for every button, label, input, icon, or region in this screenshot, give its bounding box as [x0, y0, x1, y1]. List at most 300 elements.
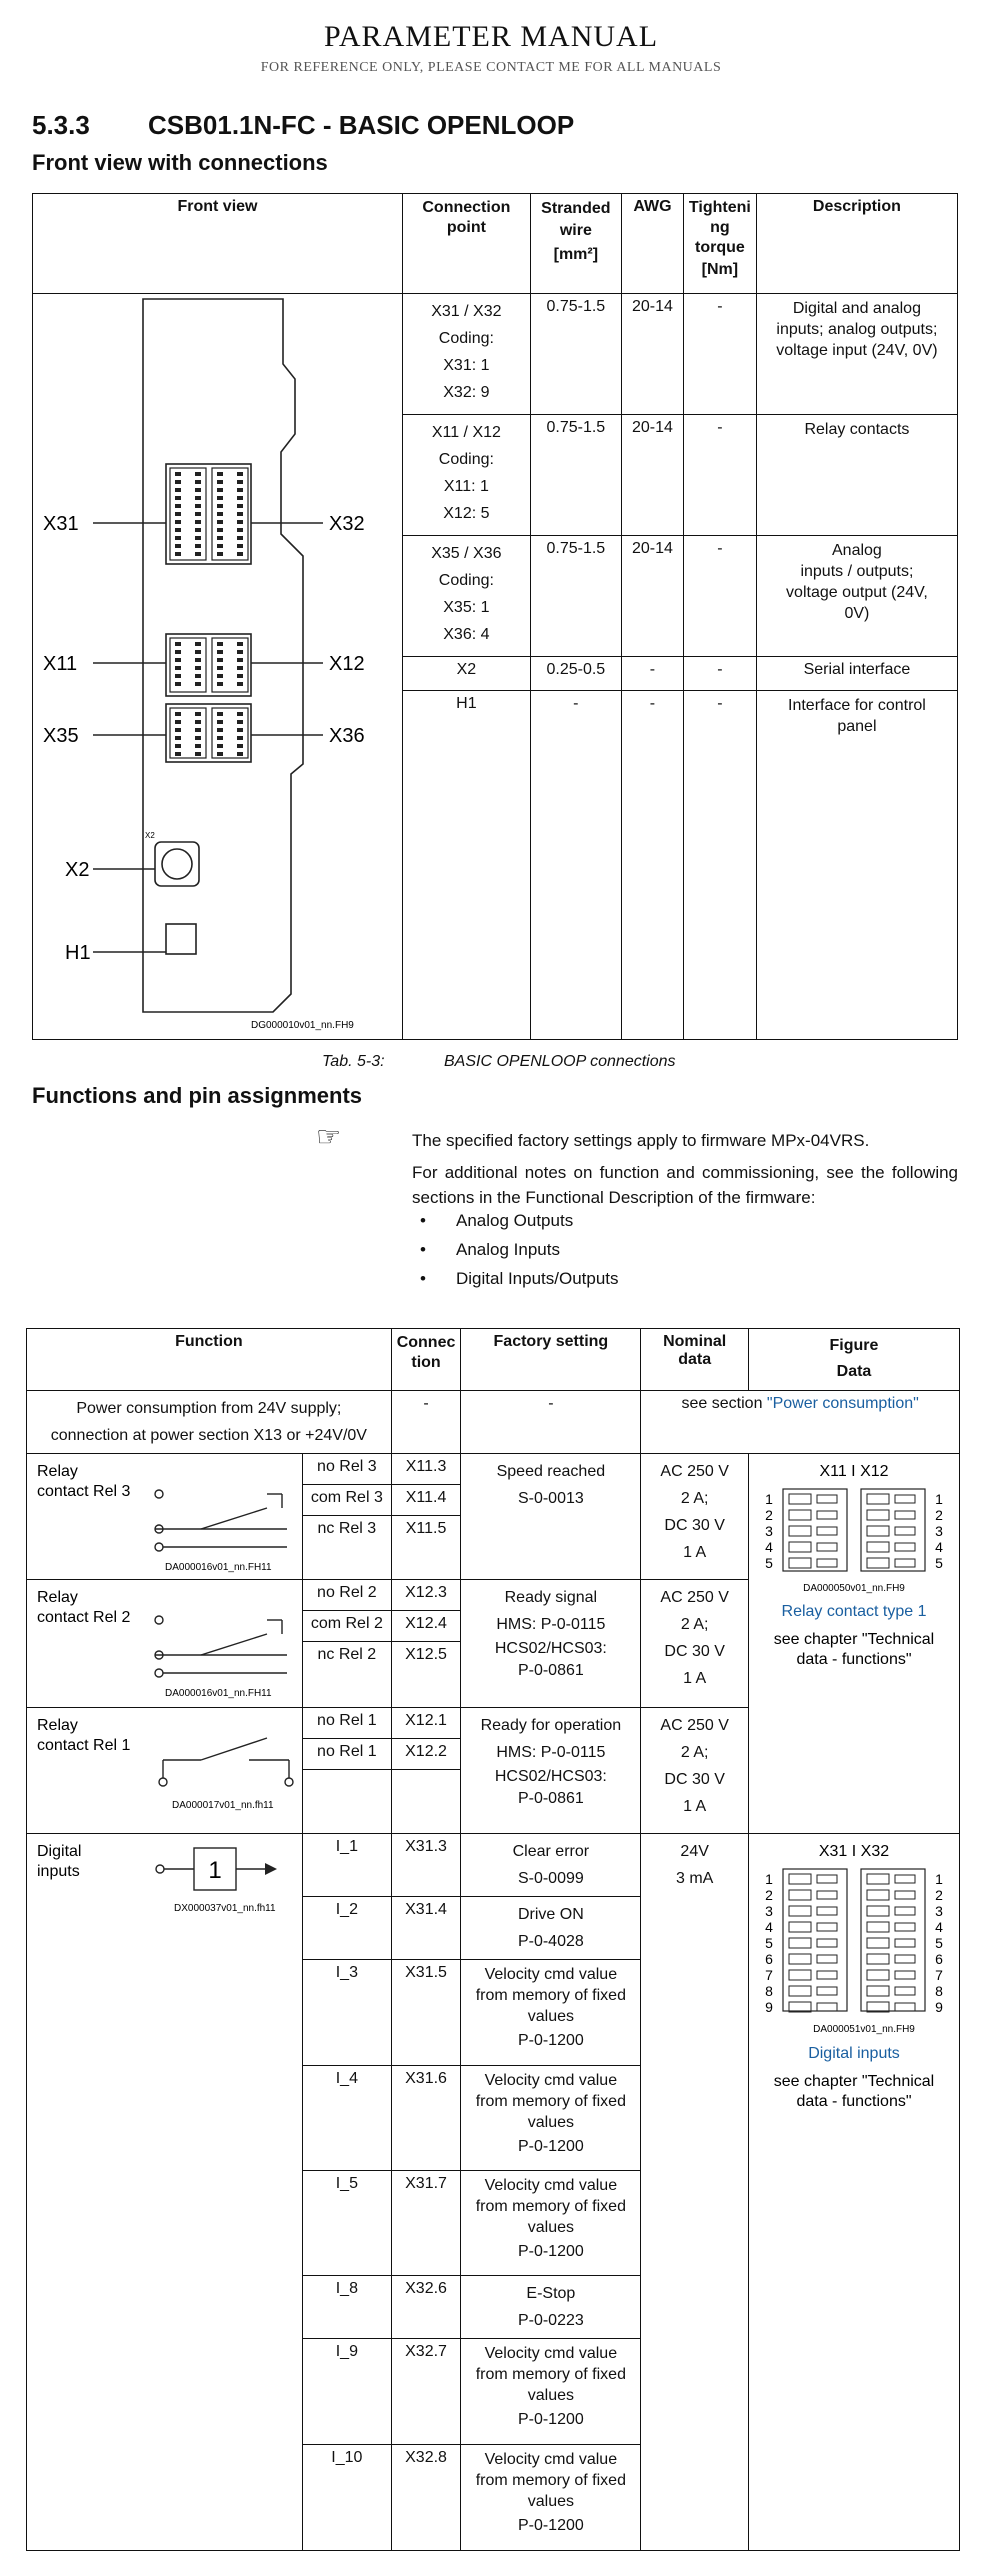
terminal-screw: [895, 1939, 915, 1947]
terminal-screw: [895, 1907, 915, 1915]
contact-node: [285, 1778, 293, 1786]
pin-dot: [237, 744, 243, 748]
terminal-screw: [817, 1891, 837, 1899]
cell-description: [756, 415, 957, 536]
desc-text: inputs; analog outputs;: [776, 321, 938, 338]
terminal-number: 9: [935, 1999, 943, 2015]
cell-wire: 0.75-1.5: [530, 294, 621, 415]
terminal-screw: [817, 1495, 837, 1503]
pin-dot: [237, 650, 243, 654]
terminal-screw: [895, 1559, 915, 1567]
terminal-number: 2: [935, 1887, 943, 1903]
pin-dot: [195, 480, 201, 484]
relay-label: contact Rel 2: [37, 1609, 131, 1626]
terminal-screw: [895, 2003, 915, 2011]
cell-torque: -: [683, 536, 756, 657]
cell-torque: -: [683, 294, 756, 415]
coding-text: Coding:: [438, 572, 494, 590]
pin-dot: [175, 642, 181, 646]
col-front-view: Front view: [33, 194, 403, 294]
header-text: Figure: [829, 1337, 879, 1354]
factory-text: P-0-4028: [517, 1933, 584, 1950]
cell-factory: -: [461, 1391, 641, 1454]
pin-dot: [237, 674, 243, 678]
coding-text: X35: 1: [443, 599, 490, 617]
cell-point: [403, 536, 531, 657]
table-row: [27, 1834, 960, 1897]
terminal-rows: [765, 1491, 943, 1571]
cell-torque: -: [683, 415, 756, 536]
power-consumption-link[interactable]: "Power consumption": [766, 1395, 919, 1412]
terminal-slot: [867, 1874, 889, 1884]
terminal-number: 4: [935, 1919, 943, 1935]
pin-conn: X31.4: [391, 1897, 461, 1960]
terminal-slot: [867, 1970, 889, 1980]
see-chapter-text: data - functions": [796, 1651, 912, 1668]
pin-name: com Rel 3: [303, 1485, 392, 1516]
device-outline: [143, 299, 303, 1012]
terminal-slot: [867, 1938, 889, 1948]
pin-name: I_4: [303, 2066, 392, 2171]
figure-head: X11 I X12: [819, 1463, 889, 1480]
coding-text: Coding:: [438, 451, 494, 469]
pin-conn: X32.8: [391, 2445, 461, 2551]
pin-dot: [195, 488, 201, 492]
terminal-slot: [867, 1526, 889, 1536]
terminal-screw: [817, 1971, 837, 1979]
pin-dot: [195, 666, 201, 670]
desc-text: Analog: [832, 542, 882, 560]
pin-dot: [175, 480, 181, 484]
header-text: ng: [710, 219, 730, 236]
see-chapter-text: see chapter "Technical: [773, 1631, 935, 1648]
terminal-number: 2: [765, 1507, 773, 1523]
terminal-screw: [817, 1955, 837, 1963]
factory-text: Ready signal: [504, 1589, 598, 1606]
cell-awg: -: [621, 657, 683, 690]
terminal-screw: [895, 1923, 915, 1931]
empty-cell: [391, 1770, 461, 1834]
pin-dot: [175, 544, 181, 548]
header-text: torque: [694, 239, 745, 256]
table-caption-text: BASIC OPENLOOP connections: [444, 1053, 676, 1070]
pin-dot: [237, 552, 243, 556]
pin-dot: [195, 496, 201, 500]
coding-text: Coding:: [438, 330, 494, 347]
cell-conn: -: [391, 1391, 461, 1454]
digital-input-symbol: [27, 1834, 302, 1934]
header-text: Connection: [422, 199, 511, 216]
terminal-number: 5: [765, 1935, 773, 1951]
factory-cell: [461, 1897, 641, 1960]
pin-conn: X12.2: [391, 1739, 461, 1770]
pin-dot: [195, 650, 201, 654]
pin-dot: [237, 480, 243, 484]
desc-text: voltage output (24V,: [786, 584, 928, 602]
power-consumption-cell: [27, 1391, 392, 1454]
page-subtitle: FOR REFERENCE ONLY, PLEASE CONTACT ME FOR ALL MANUALS: [260, 60, 722, 75]
pin-dot: [237, 728, 243, 732]
table-header-row: [33, 194, 958, 294]
pin-dot: [217, 528, 223, 532]
table-row: [27, 1391, 960, 1454]
pin-dot: [175, 728, 181, 732]
terminal-number: 8: [765, 1983, 773, 1999]
relay-2-cell: [27, 1580, 303, 1708]
power-nominal-cell: [641, 1391, 960, 1454]
terminal-slot: [789, 1526, 811, 1536]
pin-dot: [217, 682, 223, 686]
terminal-screw: [895, 1495, 915, 1503]
pin-dot: [195, 544, 201, 548]
arrow-icon: [265, 1863, 277, 1875]
pin-dot: [237, 712, 243, 716]
terminal-screw: [817, 1987, 837, 1995]
nominal-text: 1 A: [683, 1798, 707, 1815]
pin-dot: [237, 504, 243, 508]
header-text: wire: [559, 222, 592, 239]
pin-dot: [175, 720, 181, 724]
digital-figure-cell: [748, 1834, 959, 2551]
terminal-slot: [789, 1986, 811, 1996]
factory-text: E-Stop: [526, 2285, 576, 2302]
terminal-number: 9: [765, 1999, 773, 2015]
pin-dot: [175, 682, 181, 686]
cell-point: [403, 294, 531, 415]
terminal-slot: [867, 1922, 889, 1932]
digital-label: inputs: [37, 1863, 80, 1880]
pin-dot: [175, 472, 181, 476]
contact-node: [155, 1490, 163, 1498]
header-text: tion: [411, 1354, 441, 1371]
see-section-text: see section: [681, 1395, 767, 1412]
pin-name: no Rel 2: [303, 1580, 392, 1611]
factory-text: S-0-0099: [517, 1870, 584, 1887]
nominal-text: AC 250 V: [660, 1463, 729, 1480]
nominal-text: DC 30 V: [664, 1771, 725, 1788]
relay-3-symbol: [27, 1454, 302, 1579]
pin-dot: [237, 488, 243, 492]
cell-point: [403, 415, 531, 536]
figure-ref: DA000050v01_nn.FH9: [803, 1583, 905, 1594]
pin-dot: [195, 528, 201, 532]
front-view-heading: Front view with connections: [32, 150, 328, 175]
factory-text: Velocity cmd value: [484, 1966, 618, 1983]
factory-text: Velocity cmd value: [484, 2177, 618, 2194]
factory-cell: [461, 1580, 641, 1708]
pin-dot: [175, 528, 181, 532]
header-text: point: [446, 219, 486, 236]
coding-text: X32: 9: [443, 384, 490, 401]
pin-dot: [217, 536, 223, 540]
pin-dot: [217, 674, 223, 678]
pin-conn: X12.4: [391, 1611, 461, 1642]
pin-dot: [175, 504, 181, 508]
terminal-slot: [867, 1558, 889, 1568]
relay-contact-type-link[interactable]: Relay contact type 1: [781, 1603, 927, 1620]
pin-dot: [237, 752, 243, 756]
pin-name: nc Rel 3: [303, 1516, 392, 1580]
pin-dot: [217, 552, 223, 556]
terminal-slot: [867, 1890, 889, 1900]
pin-name: I_2: [303, 1897, 392, 1960]
terminal-screw: [895, 1511, 915, 1519]
factory-cell: [461, 2066, 641, 2171]
pin-name: I_8: [303, 2276, 392, 2339]
nominal-text: 2 A;: [680, 1744, 709, 1761]
cell-wire: 0.75-1.5: [530, 536, 621, 657]
terminal-slot: [867, 1542, 889, 1552]
pin-dot: [217, 720, 223, 724]
pin-dot: [195, 744, 201, 748]
col-figure-data: [748, 1329, 959, 1391]
pin-dot: [217, 712, 223, 716]
terminal-slot: [789, 1874, 811, 1884]
desc-text: voltage input (24V, 0V): [776, 342, 938, 359]
pin-dot: [195, 736, 201, 740]
contact-node: [159, 1778, 167, 1786]
pin-dot: [175, 520, 181, 524]
contact-node: [155, 1543, 163, 1551]
terminal-number: 5: [935, 1555, 943, 1571]
pin-dot: [237, 682, 243, 686]
relay-ref: DA000016v01_nn.FH11: [165, 1688, 272, 1699]
factory-text: HMS: P-0-0115: [496, 1616, 606, 1633]
terminal-number: 6: [935, 1951, 943, 1967]
relay-ref: DA000017v01_nn.fh11: [172, 1800, 274, 1811]
pin-dot: [195, 536, 201, 540]
buffer-label: 1: [208, 1857, 222, 1884]
pin-name: no Rel 1: [303, 1708, 392, 1739]
pin-name: nc Rel 2: [303, 1642, 392, 1708]
relay-ref: DA000016v01_nn.FH11: [165, 1562, 272, 1573]
pin-dot: [237, 512, 243, 516]
factory-cell: [461, 2339, 641, 2445]
nominal-text: 2 A;: [680, 1490, 709, 1507]
connector-pins: [170, 468, 248, 758]
pin-dot: [217, 642, 223, 646]
digital-ref: DX000037v01_nn.fh11: [174, 1903, 276, 1914]
terminal-number: 3: [935, 1903, 943, 1919]
cell-description: Serial interface: [756, 657, 957, 690]
relay-label: Relay: [37, 1589, 78, 1606]
factory-text: values: [527, 2387, 574, 2404]
terminal-screw: [817, 1543, 837, 1551]
factory-text: P-0-1200: [517, 2032, 584, 2049]
desc-text: inputs / outputs;: [800, 563, 914, 581]
factory-text: values: [527, 2493, 574, 2510]
table-row: [27, 1454, 960, 1485]
pin-conn: X12.1: [391, 1708, 461, 1739]
digital-inputs-link[interactable]: Digital inputs: [808, 2045, 900, 2062]
pin-dot: [217, 666, 223, 670]
desc-text: Relay contacts: [804, 421, 910, 439]
pin-name: no Rel 3: [303, 1454, 392, 1485]
cell-description: [756, 294, 957, 415]
terminal-slot: [867, 1986, 889, 1996]
col-connection: [391, 1329, 461, 1391]
relay-switch-arm: [201, 1508, 267, 1529]
factory-cell: [461, 1454, 641, 1580]
pin-dot: [175, 496, 181, 500]
desc-text: 0V): [844, 605, 870, 623]
factory-text: values: [527, 2114, 574, 2131]
pin-name: I_5: [303, 2171, 392, 2276]
factory-text: Drive ON: [517, 1906, 584, 1923]
nominal-text: DC 30 V: [664, 1643, 725, 1660]
nominal-text: 24V: [680, 1843, 709, 1860]
pin-dot: [175, 536, 181, 540]
pin-conn: X11.3: [391, 1454, 461, 1485]
label-x2: X2: [65, 859, 90, 881]
front-view-diagram: [33, 294, 402, 1039]
coding-text: X36: 4: [443, 626, 490, 644]
terminal-rows: [765, 1871, 943, 2015]
terminal-number: 6: [765, 1951, 773, 1967]
table-caption-number: Tab. 5-3:: [322, 1053, 385, 1070]
pin-conn: X12.5: [391, 1642, 461, 1708]
terminal-slot: [789, 1922, 811, 1932]
digital-terminal-figure: [749, 1834, 959, 2134]
terminal-number: 4: [765, 1919, 773, 1935]
pin-dot: [195, 642, 201, 646]
section-number: 5.3.3: [32, 110, 90, 140]
nominal-text: AC 250 V: [660, 1717, 729, 1734]
section-title: CSB01.1N-FC - BASIC OPENLOOP: [148, 110, 575, 140]
pin-conn: X11.5: [391, 1516, 461, 1580]
pin-dot: [195, 504, 201, 508]
nominal-cell: [641, 1580, 749, 1708]
factory-text: from memory of fixed: [475, 2472, 626, 2489]
power-text: connection at power section X13 or +24V/0V: [50, 1427, 367, 1444]
factory-text: Clear error: [512, 1843, 590, 1860]
pin-dot: [195, 682, 201, 686]
terminal-screw: [817, 1527, 837, 1535]
nominal-text: 2 A;: [680, 1616, 709, 1633]
factory-text: P-0-0861: [517, 1662, 584, 1679]
terminal-slot: [867, 1954, 889, 1964]
pin-conn: X31.3: [391, 1834, 461, 1897]
factory-cell: [461, 2276, 641, 2339]
header-text: Stranded: [541, 200, 611, 217]
header-text: Tighteni: [688, 199, 751, 216]
connections-table: [32, 193, 958, 1040]
desc-text: Interface for control: [788, 696, 926, 714]
terminal-slot: [789, 1954, 811, 1964]
terminal-slot: [789, 1938, 811, 1948]
terminal-number: 1: [935, 1871, 943, 1887]
relay-terminal-figure: [749, 1454, 959, 1764]
desc-text: panel: [837, 717, 877, 735]
list-item: • Digital Inputs/Outputs: [412, 1264, 619, 1293]
factory-text: P-0-1200: [517, 2243, 584, 2260]
pin-name: I_9: [303, 2339, 392, 2445]
pin-conn: X31.5: [391, 1960, 461, 2066]
label-x2-small: X2: [145, 831, 155, 840]
pin-dot: [217, 728, 223, 732]
terminal-screw: [895, 1543, 915, 1551]
pin-dot: [175, 552, 181, 556]
cell-awg: 20-14: [621, 536, 683, 657]
coding-text: X12: 5: [443, 505, 490, 523]
terminal-number: 1: [765, 1491, 773, 1507]
factory-text: values: [527, 2219, 574, 2236]
note-line-2: For additional notes on function and commissioning, see the following sections in the Functional Description of the firmware:: [412, 1163, 958, 1207]
pin-dot: [217, 512, 223, 516]
cell-wire: 0.75-1.5: [530, 415, 621, 536]
pin-conn: X11.4: [391, 1485, 461, 1516]
label-x12: X12: [329, 653, 365, 675]
cell-torque: -: [683, 657, 756, 690]
pin-conn: X12.3: [391, 1580, 461, 1611]
terminal-slot: [789, 1510, 811, 1520]
terminal-number: 1: [935, 1491, 943, 1507]
label-x32: X32: [329, 513, 365, 535]
table-row: [33, 294, 958, 415]
terminal-number: 2: [935, 1507, 943, 1523]
contact-node: [155, 1616, 163, 1624]
nominal-text: 1 A: [683, 1544, 707, 1561]
firmware-sections-list: [412, 1206, 619, 1293]
pin-conn: X32.7: [391, 2339, 461, 2445]
pin-dot: [217, 504, 223, 508]
factory-text: Speed reached: [496, 1463, 606, 1480]
factory-text: Ready for operation: [480, 1717, 622, 1734]
pin-dot: [217, 650, 223, 654]
pin-dot: [175, 674, 181, 678]
nominal-cell: [641, 1834, 749, 2551]
terminal-slot: [789, 1558, 811, 1568]
pin-dot: [195, 472, 201, 476]
relay-label: Relay: [37, 1717, 78, 1734]
factory-text: from memory of fixed: [475, 2198, 626, 2215]
relay-figure-cell: [748, 1454, 959, 1834]
cell-awg: -: [621, 690, 683, 1040]
pin-dot: [237, 658, 243, 662]
relay-1-cell: [27, 1708, 303, 1834]
pin-dot: [217, 658, 223, 662]
col-stranded-wire: [530, 194, 621, 294]
factory-text: P-0-0223: [517, 2312, 584, 2329]
label-x36: X36: [329, 725, 365, 747]
coding-text: X11: 1: [443, 478, 489, 496]
cell-wire: 0.25-0.5: [530, 657, 621, 690]
pin-dot: [217, 736, 223, 740]
label-x31: X31: [43, 513, 79, 535]
pin-dot: [195, 520, 201, 524]
terminal-screw: [895, 1971, 915, 1979]
terminal-slot: [867, 1510, 889, 1520]
x2-socket-icon: [162, 849, 192, 879]
terminal-screw: [817, 1923, 837, 1931]
cell-point: H1: [403, 690, 531, 1040]
terminal-slot: [789, 1906, 811, 1916]
see-chapter-text: data - functions": [796, 2093, 912, 2110]
functions-table: [26, 1328, 960, 2551]
terminal-screw: [817, 1907, 837, 1915]
cell-wire: -: [530, 690, 621, 1040]
digital-label: Digital: [37, 1843, 82, 1860]
factory-text: Velocity cmd value: [484, 2451, 618, 2468]
pin-dot: [195, 512, 201, 516]
factory-text: Velocity cmd value: [484, 2072, 618, 2089]
list-item: • Analog Outputs: [412, 1206, 619, 1235]
pin-name: I_3: [303, 1960, 392, 2066]
terminal-number: 5: [935, 1935, 943, 1951]
pin-dot: [175, 488, 181, 492]
col-description: Description: [756, 194, 957, 294]
terminal-screw: [817, 1511, 837, 1519]
